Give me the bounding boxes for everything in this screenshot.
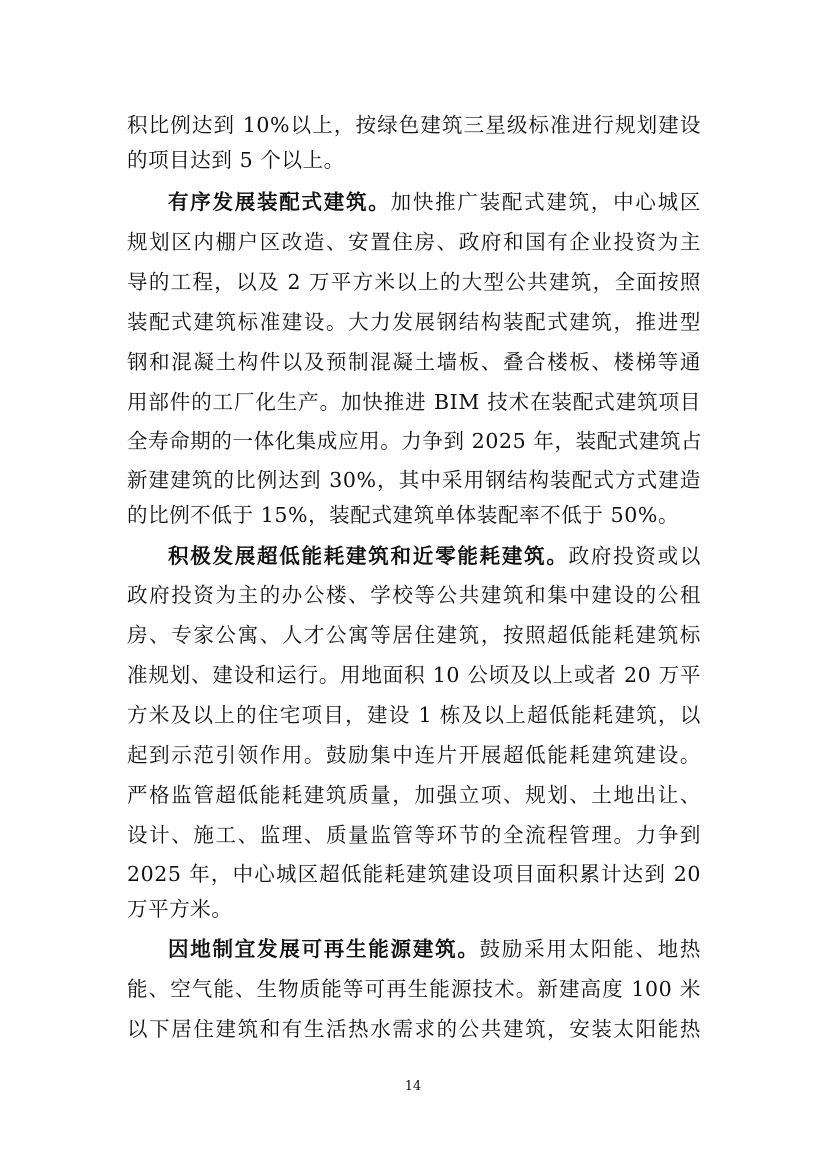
text-line: 严格监管超低能耗建筑质量，加强立项、规划、土地出让、 [127, 783, 701, 807]
text-line: 全寿命期的一体化集成应用。力争到 2025 年，装配式建筑占 [127, 429, 703, 453]
text-run: 加快推广装配式建筑，中心城区 [390, 190, 701, 214]
text-line: 起到示范引领作用。鼓励集中连片开展超低能耗建筑建设。 [127, 743, 701, 767]
text-line: 导的工程，以及 2 万平方米以上的大型公共建筑，全面按照 [127, 270, 701, 294]
paragraph-lead: 有序发展装配式建筑。 [168, 190, 391, 214]
text-run: 政府投资或以 [568, 544, 701, 568]
text-line: 装配式建筑标准建设。大力发展钢结构装配式建筑，推进型 [127, 310, 701, 334]
text-line: 用部件的工厂化生产。加快推进 BIM 技术在装配式建筑项目 [127, 390, 701, 414]
text-line: 的项目达到 5 个以上。 [127, 148, 345, 172]
paragraph-lead: 积极发展超低能耗建筑和近零能耗建筑。 [168, 544, 569, 568]
text-line: 2025 年，中心城区超低能耗建筑建设项目面积累计达到 20 [127, 862, 701, 886]
text-line: 能、空气能、生物质能等可再生能源技术。新建高度 100 米 [127, 977, 701, 1001]
paragraph-lead: 因地制宜发展可再生能源建筑。 [168, 937, 480, 961]
text-line: 方米及以上的住宅项目，建设 1 栋及以上超低能耗建筑，以 [127, 703, 701, 727]
text-line: 钢和混凝土构件以及预制混凝土墙板、叠合楼板、楼梯等通 [127, 350, 701, 374]
paragraph-heading-line [168, 182, 701, 222]
text-line: 政府投资为主的办公楼、学校等公共建筑和集中建设的公租 [127, 583, 701, 607]
text-line: 设计、施工、监理、质量监管等环节的全流程管理。力争到 [127, 823, 701, 847]
text-line: 万平方米。 [127, 897, 233, 921]
text-line: 准规划、建设和运行。用地面积 10 公顷及以上或者 20 万平 [127, 663, 701, 687]
text-line: 新建建筑的比例达到 30%，其中采用钢结构装配式方式建造 [127, 468, 701, 492]
text-line: 房、专家公寓、人才公寓等居住建筑，按照超低能耗建筑标 [127, 623, 701, 647]
text-line: 的比例不低于 15%，装配式建筑单体装配率不低于 50%。 [127, 503, 680, 527]
text-line: 以下居住建筑和有生活热水需求的公共建筑，安装太阳能热 [127, 1017, 701, 1041]
paragraph-heading-line [168, 929, 701, 969]
text-line: 规划区内棚户区改造、安置住房、政府和国有企业投资为主 [127, 230, 701, 254]
text-run: 鼓励采用太阳能、地热 [479, 937, 701, 961]
paragraph-heading-line [168, 536, 701, 576]
text-line: 积比例达到 10%以上，按绿色建筑三星级标准进行规划建设 [127, 113, 701, 137]
page-number: 14 [404, 1079, 422, 1094]
